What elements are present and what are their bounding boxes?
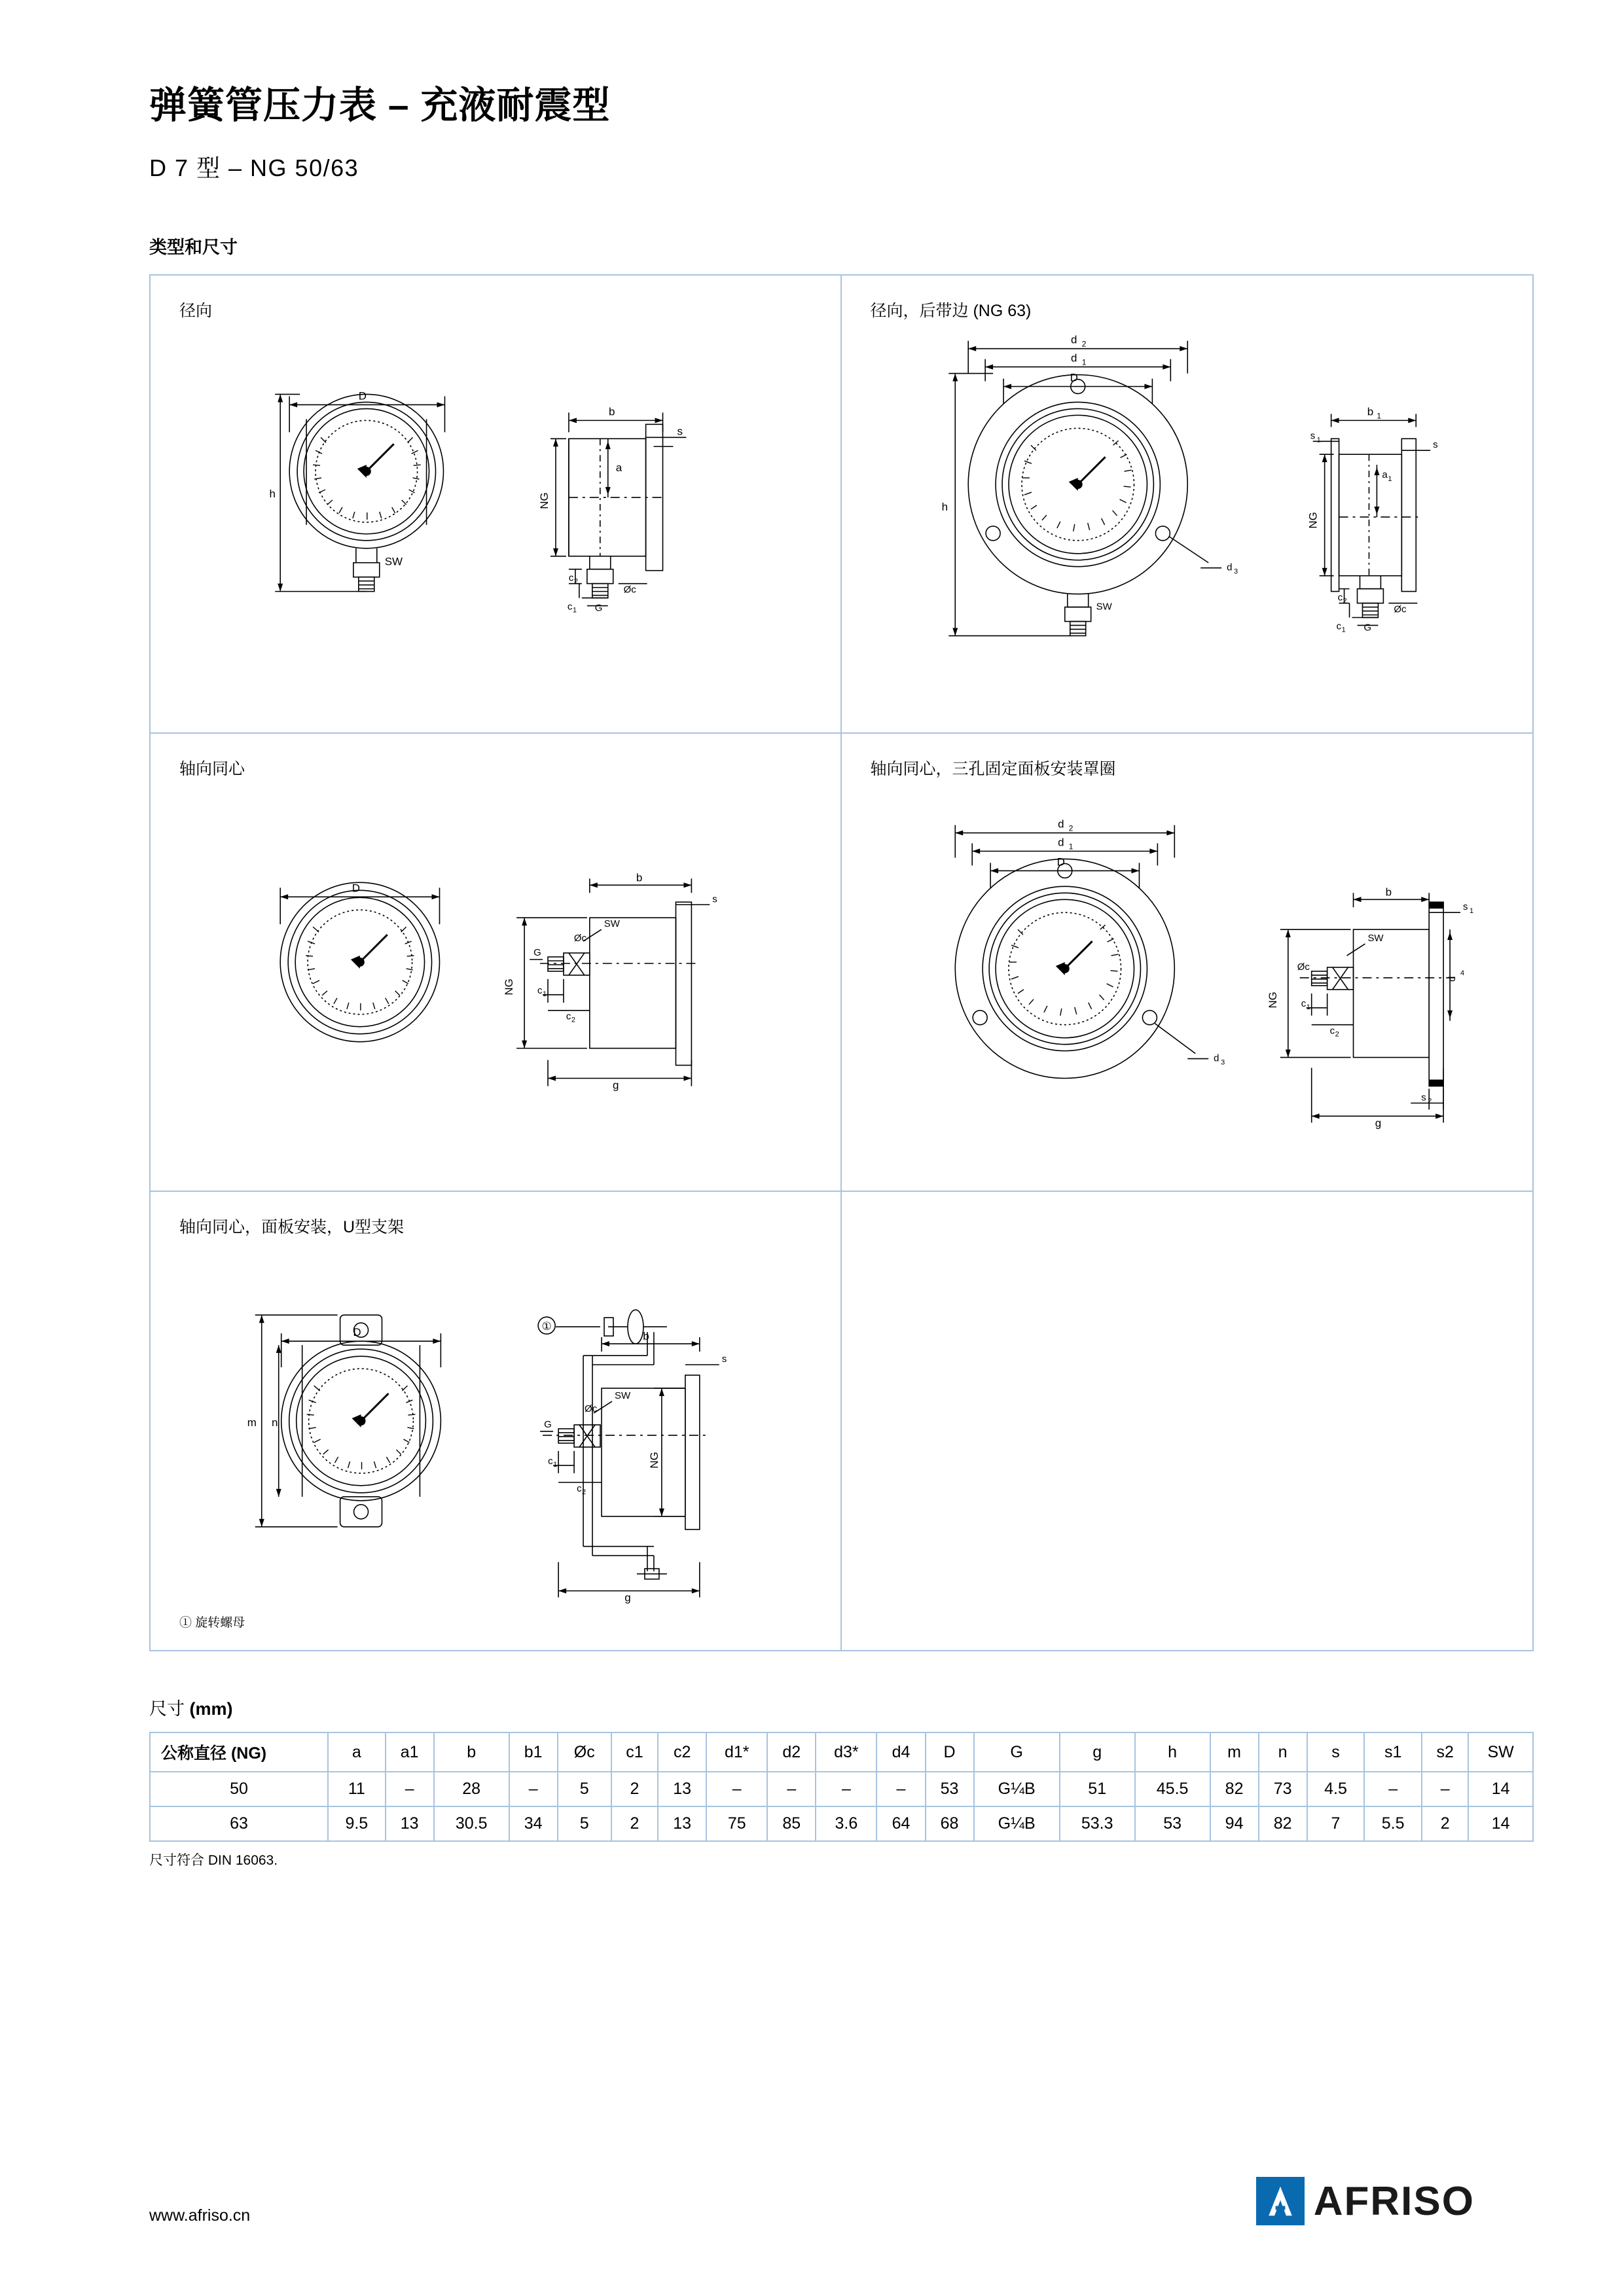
- svg-text:a: a: [615, 461, 623, 475]
- svg-text:SW: SW: [614, 1390, 631, 1402]
- table-cell: 34: [509, 1806, 558, 1841]
- table-cell: –: [386, 1772, 434, 1806]
- svg-text:NG: NG: [647, 1452, 660, 1469]
- table-row: [150, 1772, 1533, 1806]
- figure-drawing-radial-back-flange: [842, 276, 1533, 732]
- svg-text:n: n: [272, 1416, 278, 1429]
- svg-text:3: 3: [1233, 567, 1238, 576]
- table-row: [150, 1806, 1533, 1841]
- figure-cell-axial: [151, 734, 842, 1192]
- dimensions-title: [149, 1695, 1534, 1720]
- dimensions-table: [149, 1732, 1534, 1842]
- svg-text:3: 3: [1220, 1058, 1225, 1067]
- svg-text:SW: SW: [1096, 601, 1112, 613]
- svg-text:1: 1: [572, 606, 577, 615]
- svg-text:NG: NG: [538, 492, 551, 509]
- table-cell: 73: [1259, 1772, 1307, 1806]
- table-header-cell: n: [1259, 1732, 1307, 1772]
- table-cell: 85: [767, 1806, 816, 1841]
- svg-text:h: h: [941, 500, 948, 513]
- table-cell: 3.6: [816, 1806, 876, 1841]
- figure-caption: 轴向同心，三孔固定面板安装罩圈: [870, 760, 1116, 778]
- table-header-cell: d3*: [816, 1732, 876, 1772]
- table-cell: 82: [1210, 1772, 1259, 1806]
- svg-text:d: d: [1070, 333, 1077, 346]
- footer-url[interactable]: www.afriso.cn: [149, 2206, 251, 2225]
- table-header-cell: 公称直径 (NG): [150, 1732, 328, 1772]
- svg-text:2: 2: [1068, 823, 1073, 833]
- page-footer: [149, 2177, 1475, 2225]
- svg-text:1: 1: [1081, 357, 1086, 367]
- svg-text:c: c: [1337, 592, 1343, 603]
- table-cell: 7: [1307, 1806, 1365, 1841]
- table-cell: 2: [611, 1772, 658, 1806]
- table-header-cell: a1: [386, 1732, 434, 1772]
- svg-text:D: D: [358, 389, 367, 403]
- svg-text:s: s: [721, 1354, 727, 1365]
- svg-text:c: c: [1336, 620, 1341, 632]
- svg-text:b: b: [1367, 405, 1373, 418]
- table-cell: 13: [658, 1772, 706, 1806]
- svg-text:c: c: [548, 1455, 553, 1467]
- table-header-cell: s: [1307, 1732, 1365, 1772]
- table-header-cell: c2: [658, 1732, 706, 1772]
- svg-text:b: b: [636, 871, 643, 884]
- svg-text:b: b: [643, 1330, 649, 1343]
- table-header-cell: s2: [1422, 1732, 1468, 1772]
- svg-text:D: D: [1070, 371, 1078, 384]
- dimensions-title-prefix: 尺寸: [149, 1699, 190, 1719]
- svg-text:m: m: [247, 1416, 257, 1429]
- svg-text:NG: NG: [1266, 992, 1279, 1009]
- page-content: [149, 0, 1534, 1869]
- svg-text:g: g: [1375, 1117, 1381, 1130]
- table-cell: –: [816, 1772, 876, 1806]
- svg-text:c: c: [566, 1011, 571, 1022]
- table-cell: –: [876, 1772, 925, 1806]
- table-cell: 5: [558, 1772, 611, 1806]
- svg-text:s: s: [677, 425, 683, 438]
- table-cell: 75: [706, 1806, 767, 1841]
- svg-text:a: a: [1381, 469, 1388, 481]
- svg-text:G: G: [544, 1418, 552, 1430]
- svg-text:d: d: [1057, 836, 1064, 849]
- table-cell: 30.5: [434, 1806, 509, 1841]
- svg-text:NG: NG: [503, 978, 516, 996]
- svg-text:c: c: [577, 1482, 582, 1494]
- svg-text:c: c: [568, 572, 574, 584]
- table-header-cell: c1: [611, 1732, 658, 1772]
- table-header-cell: m: [1210, 1732, 1259, 1772]
- figure-cell-axial-flange: [842, 734, 1533, 1192]
- svg-text:d: d: [1070, 351, 1077, 365]
- svg-text:d: d: [1213, 1052, 1219, 1064]
- table-header-cell: Øc: [558, 1732, 611, 1772]
- figure-caption: 径向，后带边 (NG 63): [870, 302, 1032, 320]
- table-cell: –: [1364, 1772, 1422, 1806]
- svg-text:d: d: [1226, 562, 1232, 573]
- svg-text:g: g: [613, 1079, 619, 1092]
- svg-text:b: b: [609, 405, 615, 418]
- figure-caption: 轴向同心，面板安装，U型支架: [179, 1218, 405, 1236]
- table-cell: 63: [150, 1806, 328, 1841]
- table-cell: G¼B: [974, 1772, 1060, 1806]
- svg-text:NG: NG: [1307, 512, 1320, 529]
- svg-text:SW: SW: [384, 555, 403, 568]
- svg-text:Øc: Øc: [585, 1403, 598, 1415]
- svg-text:c: c: [1329, 1025, 1335, 1037]
- figure-drawing-radial: [151, 276, 840, 732]
- table-cell: 2: [1422, 1806, 1468, 1841]
- table-cell: 13: [658, 1806, 706, 1841]
- svg-text:①: ①: [541, 1320, 552, 1333]
- table-cell: 11: [328, 1772, 386, 1806]
- table-cell: 4.5: [1307, 1772, 1365, 1806]
- table-cell: 9.5: [328, 1806, 386, 1841]
- svg-text:D: D: [1056, 855, 1065, 869]
- figure-drawing-axial: [151, 734, 840, 1191]
- page-title: 弹簧管压力表 – 充液耐震型: [149, 84, 611, 126]
- table-header-cell: D: [926, 1732, 974, 1772]
- svg-text:c: c: [1301, 997, 1306, 1009]
- svg-text:g: g: [624, 1591, 631, 1604]
- din-note: 尺寸符合 DIN 16063.: [149, 1853, 278, 1868]
- table-cell: 14: [1468, 1772, 1533, 1806]
- table-cell: 94: [1210, 1806, 1259, 1841]
- svg-text:1: 1: [1341, 626, 1346, 634]
- figure-caption: 径向: [179, 302, 213, 320]
- table-header-cell: G: [974, 1732, 1060, 1772]
- svg-text:s: s: [1462, 901, 1468, 913]
- table-cell: 45.5: [1135, 1772, 1210, 1806]
- svg-text:1: 1: [1068, 842, 1073, 852]
- svg-text:Øc: Øc: [1297, 961, 1310, 973]
- table-cell: 64: [876, 1806, 925, 1841]
- table-cell: 51: [1060, 1772, 1135, 1806]
- svg-text:s: s: [1432, 439, 1438, 451]
- figure-note: ① 旋转螺母: [179, 1616, 245, 1630]
- table-cell: –: [509, 1772, 558, 1806]
- table-header-cell: SW: [1468, 1732, 1533, 1772]
- svg-text:Øc: Øc: [573, 933, 586, 944]
- table-cell: 53: [926, 1772, 974, 1806]
- afriso-logo-text: AFRISO: [1313, 2178, 1475, 2224]
- table-header-cell: a: [328, 1732, 386, 1772]
- table-cell: 5.5: [1364, 1806, 1422, 1841]
- table-header-cell: g: [1060, 1732, 1135, 1772]
- svg-text:1: 1: [553, 1460, 558, 1469]
- dimensions-title-unit: (mm): [189, 1699, 233, 1719]
- figure-drawing-axial-flange: [842, 734, 1533, 1191]
- svg-text:2: 2: [571, 1016, 576, 1024]
- afriso-logo: [1256, 2177, 1475, 2225]
- table-header-row: [150, 1732, 1533, 1772]
- table-cell: –: [706, 1772, 767, 1806]
- figure-drawing-axial-ubracket: [151, 1192, 840, 1650]
- table-cell: 2: [611, 1806, 658, 1841]
- table-header-cell: b: [434, 1732, 509, 1772]
- svg-text:4: 4: [1460, 969, 1464, 977]
- figure-cell-axial-ubracket: [151, 1192, 842, 1650]
- svg-text:2: 2: [582, 1488, 586, 1496]
- table-cell: 53: [1135, 1806, 1210, 1841]
- svg-text:s: s: [712, 893, 717, 905]
- svg-text:d: d: [1446, 976, 1458, 982]
- svg-text:h: h: [269, 488, 276, 501]
- svg-text:1: 1: [1469, 907, 1473, 916]
- svg-text:1: 1: [1306, 1003, 1310, 1011]
- section-label: 类型和尺寸: [149, 238, 238, 257]
- table-cell: 13: [386, 1806, 434, 1841]
- svg-text:1: 1: [1376, 411, 1381, 421]
- table-cell: 82: [1259, 1806, 1307, 1841]
- svg-text:c: c: [537, 984, 543, 996]
- svg-text:2: 2: [1335, 1030, 1339, 1039]
- table-cell: 5: [558, 1806, 611, 1841]
- table-header-cell: h: [1135, 1732, 1210, 1772]
- svg-text:2: 2: [1081, 339, 1086, 349]
- svg-text:d: d: [1057, 817, 1064, 831]
- svg-text:G: G: [533, 947, 541, 959]
- svg-text:1: 1: [1387, 475, 1392, 484]
- figure-grid: [149, 274, 1534, 1651]
- svg-text:2: 2: [1343, 597, 1347, 605]
- table-cell: 68: [926, 1806, 974, 1841]
- table-cell: 28: [434, 1772, 509, 1806]
- figure-cell-radial: [151, 276, 842, 734]
- svg-text:D: D: [352, 882, 360, 895]
- figure-cell-radial-back-flange: [842, 276, 1533, 734]
- svg-text:SW: SW: [604, 918, 620, 930]
- svg-text:s: s: [1310, 430, 1315, 442]
- afriso-mark-icon: [1256, 2177, 1305, 2225]
- svg-text:Øc: Øc: [1393, 603, 1406, 615]
- page-subtitle: D 7 型 – NG 50/63: [149, 154, 359, 181]
- table-header-cell: s1: [1364, 1732, 1422, 1772]
- svg-text:G: G: [594, 602, 603, 614]
- table-header-cell: d4: [876, 1732, 925, 1772]
- svg-text:1: 1: [1316, 436, 1321, 444]
- svg-text:Øc: Øc: [623, 584, 636, 596]
- table-cell: –: [1422, 1772, 1468, 1806]
- svg-text:b: b: [1385, 886, 1392, 899]
- table-cell: –: [767, 1772, 816, 1806]
- table-cell: 50: [150, 1772, 328, 1806]
- table-header-cell: b1: [509, 1732, 558, 1772]
- table-header-cell: d2: [767, 1732, 816, 1772]
- svg-text:G: G: [1363, 622, 1371, 634]
- table-cell: 53.3: [1060, 1806, 1135, 1841]
- svg-text:s: s: [1420, 1092, 1426, 1103]
- svg-text:2: 2: [573, 577, 578, 586]
- figure-cell-empty: [842, 1192, 1533, 1650]
- figure-caption: 轴向同心: [179, 760, 245, 778]
- table-header-cell: d1*: [706, 1732, 767, 1772]
- svg-text:c: c: [567, 601, 573, 613]
- svg-text:D: D: [353, 1326, 361, 1339]
- table-cell: G¼B: [974, 1806, 1060, 1841]
- svg-text:SW: SW: [1367, 933, 1384, 944]
- svg-text:2: 2: [1427, 1097, 1432, 1105]
- svg-text:1: 1: [543, 990, 547, 998]
- table-cell: 14: [1468, 1806, 1533, 1841]
